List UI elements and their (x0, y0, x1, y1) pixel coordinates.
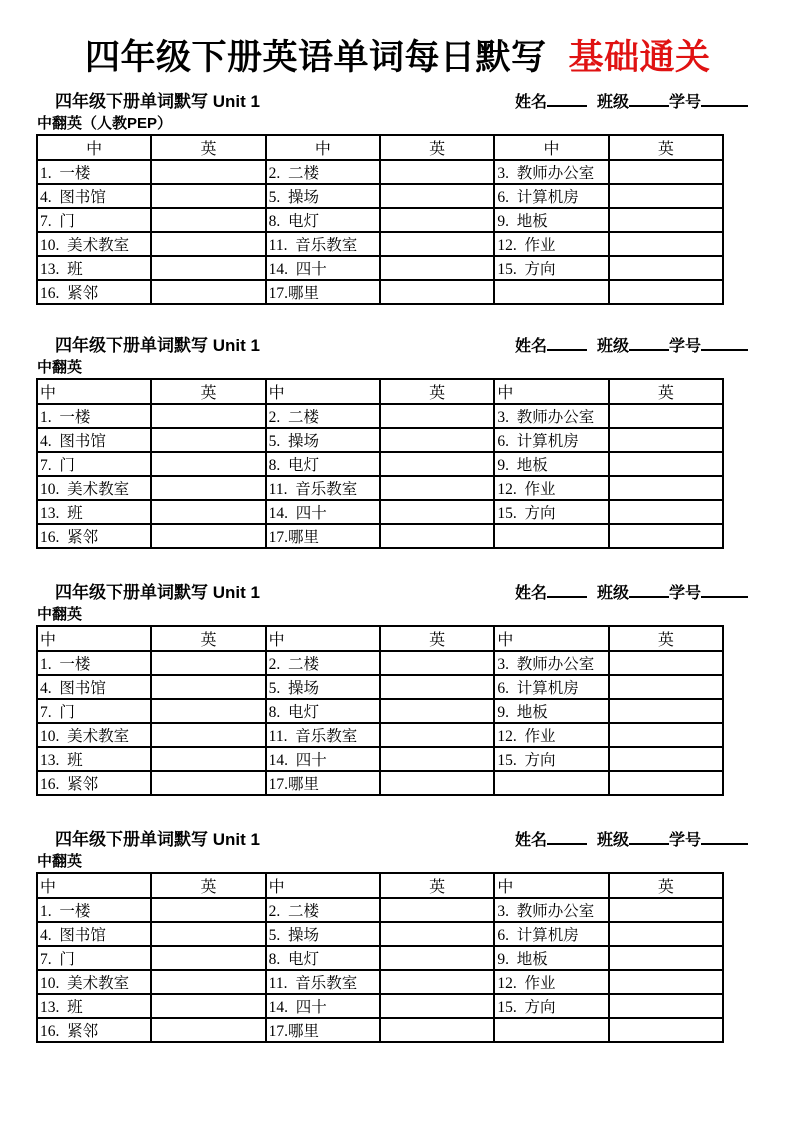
header-english: 英 (151, 626, 265, 651)
english-answer-cell (151, 699, 265, 723)
word-row (37, 232, 723, 256)
chinese-word-cell: 9. 地板 (494, 452, 608, 476)
chinese-word-cell: 17.哪里 (266, 524, 380, 548)
english-answer-cell (151, 524, 265, 548)
name-blank (547, 92, 587, 107)
student-fields (515, 92, 748, 113)
header-chinese: 中 (266, 626, 380, 651)
english-answer-cell (380, 994, 494, 1018)
english-answer-cell (151, 651, 265, 675)
word-row (37, 675, 723, 699)
english-answer-cell (609, 524, 723, 548)
chinese-word-cell: 3. 教师办公室 (494, 898, 608, 922)
chinese-word-cell: 11. 音乐教室 (266, 723, 380, 747)
english-answer-cell (380, 428, 494, 452)
english-answer-cell (609, 184, 723, 208)
english-answer-cell (151, 747, 265, 771)
name-blank (547, 830, 587, 845)
header-english: 英 (380, 873, 494, 898)
name-label: 姓名 (514, 832, 547, 849)
student-fields (515, 336, 748, 357)
english-answer-cell (151, 476, 265, 500)
chinese-word-cell: 7. 门 (37, 452, 151, 476)
section-header (36, 830, 748, 851)
chinese-word-cell: 6. 计算机房 (494, 675, 608, 699)
class-blank (629, 336, 669, 351)
chinese-word-cell: 15. 方向 (494, 256, 608, 280)
chinese-word-cell: 14. 四十 (266, 500, 380, 524)
chinese-word-cell: 12. 作业 (494, 476, 608, 500)
word-row (37, 723, 723, 747)
word-table (36, 378, 724, 549)
class-blank (629, 92, 669, 107)
english-answer-cell (609, 970, 723, 994)
english-answer-cell (380, 160, 494, 184)
word-row (37, 994, 723, 1018)
english-answer-cell (380, 771, 494, 795)
english-answer-cell (609, 476, 723, 500)
chinese-word-cell: 4. 图书馆 (37, 675, 151, 699)
header-chinese: 中 (37, 135, 151, 160)
english-answer-cell (151, 160, 265, 184)
chinese-word-cell: 4. 图书馆 (37, 184, 151, 208)
english-answer-cell (609, 428, 723, 452)
english-answer-cell (151, 898, 265, 922)
english-answer-cell (151, 946, 265, 970)
section-header (36, 583, 748, 604)
class-label: 班级 (596, 94, 629, 111)
chinese-word-cell: 2. 二楼 (266, 651, 380, 675)
chinese-word-cell: 14. 四十 (266, 994, 380, 1018)
worksheet-section-3 (36, 583, 748, 796)
section-title: 四年级下册单词默写 Unit 1 (55, 830, 260, 849)
name-label: 姓名 (514, 338, 547, 355)
id-label: 学号 (668, 338, 701, 355)
english-answer-cell (151, 771, 265, 795)
page-title (85, 38, 795, 78)
header-english: 英 (151, 873, 265, 898)
class-blank (629, 583, 669, 598)
chinese-word-cell: 1. 一楼 (37, 898, 151, 922)
word-row (37, 184, 723, 208)
word-row (37, 256, 723, 280)
english-answer-cell (609, 922, 723, 946)
english-answer-cell (151, 232, 265, 256)
english-answer-cell (609, 747, 723, 771)
word-row (37, 946, 723, 970)
english-answer-cell (151, 1018, 265, 1042)
section-subtitle: 中翻英 (37, 853, 83, 870)
chinese-word-cell: 15. 方向 (494, 994, 608, 1018)
chinese-word-cell: 8. 电灯 (266, 946, 380, 970)
chinese-word-cell: 2. 二楼 (266, 898, 380, 922)
class-blank (629, 830, 669, 845)
chinese-word-cell: 10. 美术教室 (37, 232, 151, 256)
chinese-word-cell: 10. 美术教室 (37, 723, 151, 747)
chinese-word-cell: 13. 班 (37, 747, 151, 771)
english-answer-cell (380, 651, 494, 675)
chinese-word-cell: 6. 计算机房 (494, 922, 608, 946)
section-subtitle: 中翻英 (37, 359, 83, 376)
word-row (37, 651, 723, 675)
chinese-word-cell: 13. 班 (37, 256, 151, 280)
word-row (37, 524, 723, 548)
word-row (37, 747, 723, 771)
word-table (36, 872, 724, 1043)
header-chinese: 中 (37, 873, 151, 898)
header-chinese: 中 (37, 379, 151, 404)
chinese-word-cell: 2. 二楼 (266, 160, 380, 184)
english-answer-cell (380, 256, 494, 280)
english-answer-cell (609, 280, 723, 304)
chinese-word-cell: 9. 地板 (494, 208, 608, 232)
class-label: 班级 (596, 585, 629, 602)
name-label: 姓名 (514, 585, 547, 602)
chinese-word-cell: 8. 电灯 (266, 452, 380, 476)
header-english: 英 (609, 135, 723, 160)
id-label: 学号 (668, 585, 701, 602)
english-answer-cell (380, 922, 494, 946)
chinese-word-cell: 15. 方向 (494, 747, 608, 771)
chinese-word-cell: 8. 电灯 (266, 208, 380, 232)
chinese-word-cell (494, 280, 608, 304)
english-answer-cell (609, 160, 723, 184)
english-answer-cell (380, 524, 494, 548)
word-row (37, 428, 723, 452)
word-row (37, 452, 723, 476)
english-answer-cell (609, 404, 723, 428)
id-blank (701, 336, 748, 351)
table-header-row (37, 135, 723, 160)
student-fields (515, 830, 748, 851)
word-row (37, 922, 723, 946)
header-chinese: 中 (266, 873, 380, 898)
english-answer-cell (380, 500, 494, 524)
worksheet-section-4 (36, 830, 748, 1043)
chinese-word-cell: 1. 一楼 (37, 651, 151, 675)
word-row (37, 699, 723, 723)
english-answer-cell (151, 970, 265, 994)
chinese-word-cell: 16. 紧邻 (37, 1018, 151, 1042)
chinese-word-cell (494, 524, 608, 548)
chinese-word-cell: 5. 操场 (266, 428, 380, 452)
english-answer-cell (380, 675, 494, 699)
english-answer-cell (380, 280, 494, 304)
worksheet-section-1 (36, 92, 748, 305)
chinese-word-cell (494, 771, 608, 795)
english-answer-cell (609, 946, 723, 970)
header-english: 英 (609, 379, 723, 404)
header-english: 英 (380, 135, 494, 160)
english-answer-cell (380, 970, 494, 994)
english-answer-cell (609, 675, 723, 699)
header-chinese: 中 (494, 873, 608, 898)
chinese-word-cell: 7. 门 (37, 946, 151, 970)
english-answer-cell (609, 771, 723, 795)
chinese-word-cell: 3. 教师办公室 (494, 651, 608, 675)
chinese-word-cell: 6. 计算机房 (494, 184, 608, 208)
section-title: 四年级下册单词默写 Unit 1 (55, 583, 260, 602)
word-row (37, 208, 723, 232)
word-row (37, 476, 723, 500)
header-english: 英 (380, 379, 494, 404)
english-answer-cell (609, 699, 723, 723)
chinese-word-cell: 6. 计算机房 (494, 428, 608, 452)
section-title: 四年级下册单词默写 Unit 1 (55, 336, 260, 355)
english-answer-cell (609, 723, 723, 747)
name-label: 姓名 (514, 94, 547, 111)
word-row (37, 160, 723, 184)
english-answer-cell (380, 452, 494, 476)
chinese-word-cell: 1. 一楼 (37, 404, 151, 428)
chinese-word-cell: 11. 音乐教室 (266, 970, 380, 994)
header-english: 英 (380, 626, 494, 651)
chinese-word-cell: 9. 地板 (494, 946, 608, 970)
table-header-row (37, 873, 723, 898)
word-row (37, 1018, 723, 1042)
chinese-word-cell: 17.哪里 (266, 280, 380, 304)
id-blank (701, 830, 748, 845)
english-answer-cell (609, 208, 723, 232)
english-answer-cell (609, 994, 723, 1018)
chinese-word-cell: 5. 操场 (266, 675, 380, 699)
header-english: 英 (609, 873, 723, 898)
chinese-word-cell: 4. 图书馆 (37, 428, 151, 452)
word-row (37, 898, 723, 922)
english-answer-cell (609, 500, 723, 524)
chinese-word-cell: 2. 二楼 (266, 404, 380, 428)
chinese-word-cell: 17.哪里 (266, 1018, 380, 1042)
table-header-row (37, 379, 723, 404)
english-answer-cell (151, 922, 265, 946)
english-answer-cell (380, 1018, 494, 1042)
english-answer-cell (151, 675, 265, 699)
word-row (37, 500, 723, 524)
header-chinese: 中 (37, 626, 151, 651)
english-answer-cell (151, 256, 265, 280)
header-chinese: 中 (494, 135, 608, 160)
worksheet-section-2 (36, 336, 748, 549)
section-subtitle: 中翻英 (37, 606, 83, 623)
english-answer-cell (609, 452, 723, 476)
english-answer-cell (380, 723, 494, 747)
chinese-word-cell: 11. 音乐教室 (266, 232, 380, 256)
chinese-word-cell: 11. 音乐教室 (266, 476, 380, 500)
chinese-word-cell: 9. 地板 (494, 699, 608, 723)
english-answer-cell (609, 651, 723, 675)
student-fields (515, 583, 748, 604)
section-header (36, 92, 748, 113)
chinese-word-cell: 12. 作业 (494, 723, 608, 747)
page-title-badge: 基础通关 (568, 38, 711, 77)
english-answer-cell (380, 699, 494, 723)
english-answer-cell (151, 994, 265, 1018)
chinese-word-cell: 16. 紧邻 (37, 524, 151, 548)
name-blank (547, 583, 587, 598)
english-answer-cell (151, 500, 265, 524)
english-answer-cell (609, 232, 723, 256)
section-title: 四年级下册单词默写 Unit 1 (55, 92, 260, 111)
english-answer-cell (380, 232, 494, 256)
id-label: 学号 (668, 832, 701, 849)
chinese-word-cell: 16. 紧邻 (37, 280, 151, 304)
english-answer-cell (151, 428, 265, 452)
chinese-word-cell (494, 1018, 608, 1042)
id-label: 学号 (668, 94, 701, 111)
english-answer-cell (380, 946, 494, 970)
chinese-word-cell: 14. 四十 (266, 747, 380, 771)
chinese-word-cell: 13. 班 (37, 500, 151, 524)
chinese-word-cell: 5. 操场 (266, 922, 380, 946)
chinese-word-cell: 7. 门 (37, 208, 151, 232)
chinese-word-cell: 12. 作业 (494, 970, 608, 994)
table-header-row (37, 626, 723, 651)
english-answer-cell (151, 208, 265, 232)
chinese-word-cell: 10. 美术教室 (37, 476, 151, 500)
chinese-word-cell: 1. 一楼 (37, 160, 151, 184)
english-answer-cell (151, 723, 265, 747)
english-answer-cell (380, 404, 494, 428)
name-blank (547, 336, 587, 351)
chinese-word-cell: 16. 紧邻 (37, 771, 151, 795)
chinese-word-cell: 17.哪里 (266, 771, 380, 795)
class-label: 班级 (596, 338, 629, 355)
chinese-word-cell: 7. 门 (37, 699, 151, 723)
header-english: 英 (151, 379, 265, 404)
word-row (37, 771, 723, 795)
english-answer-cell (151, 452, 265, 476)
word-row (37, 280, 723, 304)
english-answer-cell (609, 898, 723, 922)
chinese-word-cell: 13. 班 (37, 994, 151, 1018)
chinese-word-cell: 12. 作业 (494, 232, 608, 256)
header-english: 英 (609, 626, 723, 651)
header-english: 英 (151, 135, 265, 160)
chinese-word-cell: 8. 电灯 (266, 699, 380, 723)
header-chinese: 中 (266, 379, 380, 404)
english-answer-cell (380, 184, 494, 208)
word-row (37, 404, 723, 428)
chinese-word-cell: 4. 图书馆 (37, 922, 151, 946)
chinese-word-cell: 10. 美术教室 (37, 970, 151, 994)
english-answer-cell (151, 184, 265, 208)
id-blank (701, 583, 748, 598)
class-label: 班级 (596, 832, 629, 849)
english-answer-cell (151, 404, 265, 428)
header-chinese: 中 (494, 626, 608, 651)
section-subtitle: 中翻英（人教PEP） (37, 115, 173, 132)
english-answer-cell (380, 476, 494, 500)
english-answer-cell (609, 256, 723, 280)
chinese-word-cell: 3. 教师办公室 (494, 160, 608, 184)
word-table (36, 625, 724, 796)
english-answer-cell (151, 280, 265, 304)
chinese-word-cell: 15. 方向 (494, 500, 608, 524)
word-row (37, 970, 723, 994)
chinese-word-cell: 14. 四十 (266, 256, 380, 280)
english-answer-cell (380, 208, 494, 232)
header-chinese: 中 (266, 135, 380, 160)
english-answer-cell (609, 1018, 723, 1042)
word-table (36, 134, 724, 305)
english-answer-cell (380, 747, 494, 771)
page-title-text: 四年级下册英语单词每日默写 (85, 38, 547, 77)
chinese-word-cell: 3. 教师办公室 (494, 404, 608, 428)
chinese-word-cell: 5. 操场 (266, 184, 380, 208)
english-answer-cell (380, 898, 494, 922)
header-chinese: 中 (494, 379, 608, 404)
id-blank (701, 92, 748, 107)
section-header (36, 336, 748, 357)
